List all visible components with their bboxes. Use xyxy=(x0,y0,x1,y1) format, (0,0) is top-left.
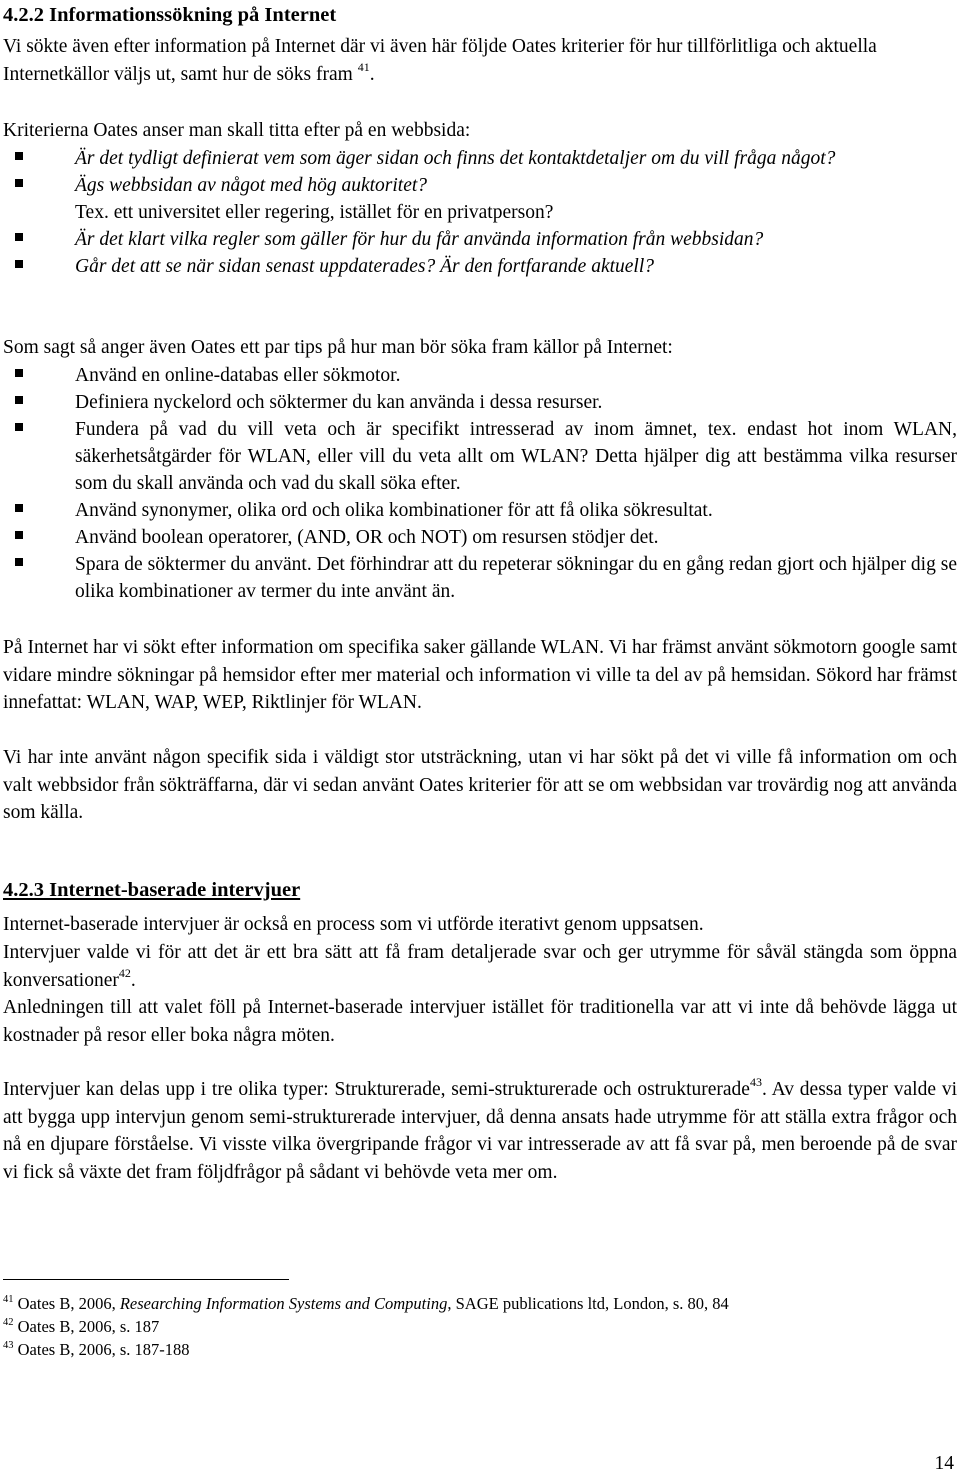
footnote-43: $^{43}$ Oates B, 2006, s. 187-188 xyxy=(3,1340,190,1359)
intro-paragraph: Vi sökte även efter information på Internet där vi även här följde Oates kriterier för hur tillförlitliga och aktuella Internetkällor väljs ut, samt hur de söks fram $^{41}$. xyxy=(3,36,877,85)
interviews-paragraph-1: Internet-baserade intervjuer är också en process som vi utförde iterativt genom uppsatsen. xyxy=(3,914,704,935)
criteria-item: Är det tydligt definierat vem som äger sidan och finns det kontaktdetaljer om du vill fråga något? xyxy=(3,145,957,172)
tip-item: Använd boolean operatorer, (AND, OR och NOT) om resursen stödjer det. xyxy=(3,524,957,551)
section-heading-4-2-3: 4.2.3 Internet-baserade intervjuer xyxy=(3,879,301,901)
tip-item: Använd en online-databas eller sökmotor. xyxy=(3,362,957,389)
criteria-example: Tex. ett universitet eller regering, istället för en privatperson? xyxy=(75,201,554,223)
footnote-divider xyxy=(3,1279,289,1280)
criteria-item: Är det klart vilka regler som gäller för hur du får använda information från webbsidan? xyxy=(3,226,957,253)
internet-search-paragraph: På Internet har vi sökt efter information om specifika saker gällande WLAN. Vi har främst använt sökmotorn google samt vidare mindre sökningar på hemsidor efter mer material och information vi ville ta del av på hemsidan. Sökord har främst innefattat: WLAN, WAP, WEP, Riktlinjer för WLAN. xyxy=(3,637,957,713)
tips-lead: Som sagt så anger även Oates ett par tips på hur man bör söka fram källor på Internet: xyxy=(3,337,673,358)
tip-item: Definiera nyckelord och söktermer du kan använda i dessa resurser. xyxy=(3,389,957,416)
tips-list xyxy=(3,334,957,605)
page-number: 14 xyxy=(934,1453,954,1474)
criteria-item: Ägs webbsidan av något med hög auktoritet? xyxy=(3,172,957,199)
tip-item: Fundera på vad du vill veta och är specifikt intresserad av inom ämnet, tex. endast hot inom WLAN, säkerhetsåtgärder för WLAN, eller vill du veta allt om WLAN? Detta hjälper dig att bestämma vilka resurser som du skall använda och vad du skall söka efter. xyxy=(3,416,957,497)
footnote-ref-41: 41 xyxy=(357,59,370,74)
criteria-lead: Kriterierna Oates anser man skall titta efter på en webbsida: xyxy=(3,120,471,141)
interviews-paragraph-2: Intervjuer valde vi för att det är ett bra sätt att få fram detaljerade svar och ger utrymme för såväl stängda som öppna konversationer$^{42}$. xyxy=(3,942,957,991)
footnote-42: $^{42}$ Oates B, 2006, s. 187 xyxy=(3,1317,160,1336)
interviews-paragraph-3: Anledningen till att valet föll på Internet-baserade intervjuer istället för traditionella var att vi inte då behövde lägga ut kostnader på resor eller boka några möten. xyxy=(3,997,957,1046)
tip-item: Använd synonymer, olika ord och olika kombinationer för att få olika sökresultat. xyxy=(3,497,957,524)
footnote-41: $^{41}$ Oates B, 2006, Researching Information Systems and Computing, SAGE publications ltd, London, s. 80, 84 xyxy=(3,1294,729,1313)
footnote-ref-42: 42 xyxy=(118,965,131,980)
section-heading-4-2-2: 4.2.2 Informationssökning på Internet xyxy=(3,4,337,26)
footnote-ref-43: 43 xyxy=(749,1075,762,1089)
criteria-list xyxy=(3,117,957,280)
interviews-paragraph-4: Intervjuer kan delas upp i tre olika typer: Strukturerade, semi-strukturerade och ostrukturerade$^{43}$. Av dessa typer valde vi att bygga upp intervjun genom semi-strukturerade intervjuer, då denna ansats hade utrymme för att ställa extra frågor och nå en djupare förståelse. Vi visste vilka övergripande frågor vi var intresserade av att få svar på, men beroende på de svar vi fick så växte det fram följdfrågor på sådant vi behövde veta mer om. xyxy=(3,1075,958,1183)
criteria-item: Går det att se när sidan senast uppdaterades? Är den fortfarande aktuell? xyxy=(3,253,957,280)
websites-paragraph: Vi har inte använt någon specifik sida i väldigt stor utsträckning, utan vi har sökt på det vi ville få information om och valt webbsidor från sökträffarna, där vi sedan använt Oates kriterier för att se om webbsidan var trovärdig nog att använda som källa. xyxy=(3,747,957,823)
tip-item: Spara de söktermer du använt. Det förhindrar att du repeterar sökningar du en gång redan gjort och hjälper dig se olika kombinationer av termer du inte använt än. xyxy=(3,551,957,605)
